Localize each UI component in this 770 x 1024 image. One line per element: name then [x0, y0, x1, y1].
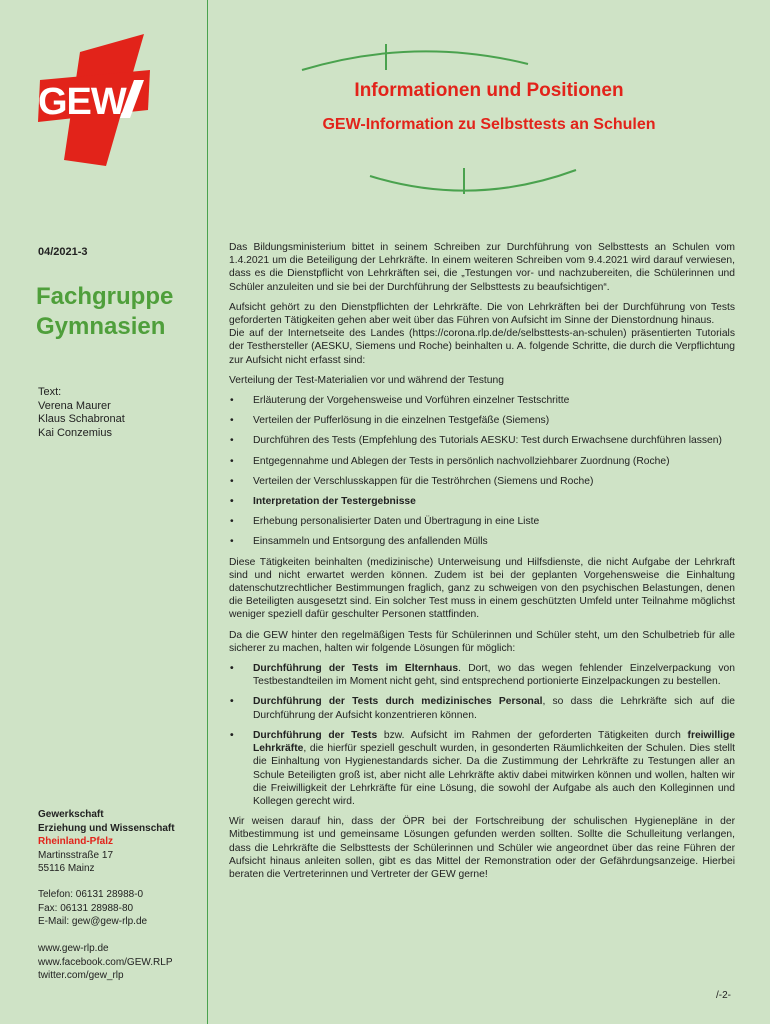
list-item: • Erläuterung der Vorgehensweise und Vorführen einzelner Testschritte	[229, 394, 735, 407]
list-item: • Verteilen der Verschlusskappen für die Teströhrchen (Siemens und Roche)	[229, 475, 735, 488]
steps-list	[229, 394, 735, 549]
website-link[interactable]: www.gew-rlp.de	[38, 943, 109, 954]
authors	[38, 386, 125, 440]
list-item: • Verteilen der Pufferlösung in die einzelnen Testgefäße (Siemens)	[229, 414, 735, 427]
org-line: Gewerkschaft	[38, 809, 104, 820]
solutions-list	[229, 662, 735, 808]
solution-heading: freiwillige Lehrkräfte	[253, 729, 736, 755]
header-arc-top-decoration	[300, 42, 530, 72]
web-links	[38, 942, 173, 983]
distribution-paragraph: Verteilung der Test-Materialien vor und während der Testung	[229, 374, 504, 386]
group-title-line1: Fachgruppe	[36, 283, 174, 310]
solution-heading: Durchführung der Tests im Elternhaus	[253, 663, 459, 675]
page-number: /-2-	[716, 990, 731, 1001]
org-city: 55116 Mainz	[38, 863, 95, 874]
svg-text:GEW: GEW	[38, 81, 126, 123]
contact-info	[38, 888, 147, 929]
main-content	[229, 241, 735, 888]
list-item: • Erhebung personalisierter Daten und Übertragung in eine Liste	[229, 515, 735, 528]
closing-paragraph: Wir weisen darauf hin, dass der ÖPR bei der Fortschreibung der schulischen Hygienepläne in der Mitbestimmung ist und gemeinsame Lösungen gefunden werden sollten. Sollte die Schulleitung verlangen, dass die Lehrkräfte die Selbsttests der Schülerinnen und Schüler wie angeordnet über das reine Führen der Aufsicht hinaus anleiten sollen, gibt es das Mittel der Remonstration oder der Gefährdungsanzeige. Hierbei beraten die Vertreterinnen und Vertreter der GEW gerne!	[229, 816, 735, 880]
supervision-paragraph: Aufsicht gehört zu den Dienstpflichten der Lehrkräfte. Die von Lehrkräften bei der Durchführung von Tests geforderten Tätigkeiten gehen aber weit über das Führen von Aufsicht im Sinne der Dienstordnung hinaus.	[229, 301, 735, 327]
gew-logo	[26, 30, 156, 170]
solution-heading: Durchführung der Tests	[253, 729, 378, 741]
list-item: • Einsammeln und Entsorgung des anfallenden Mülls	[229, 535, 735, 548]
org-street: Martinsstraße 17	[38, 849, 114, 861]
group-title-line2: Gymnasien	[36, 313, 166, 340]
organization-address	[38, 808, 175, 876]
fax: Fax: 06131 28988-80	[38, 902, 134, 914]
email-link[interactable]: E-Mail: gew@gew-rlp.de	[38, 916, 148, 927]
list-item: • Entgegennahme und Ablegen der Tests in persönlich nachvollziehbarer Zuordnung (Roche)	[229, 455, 735, 468]
intro-paragraph: Das Bildungsministerium bittet in seinem Schreiben zur Durchführung von Selbsttests an Schulen vom 1.4.2021 um die Beteiligung der Lehrkräfte. In einem weiteren Schreiben vom 9.4.2021 wird darauf verwiesen, dass es die Dienstpflicht von Lehrkräften sei, die „Testungen vor- und nachzubereiten, die Schülerinnen und Schüler anzuleiten und sie bei der Durchführung der Selbsttests zu beaufsichtigen“.	[229, 242, 735, 293]
solution-heading: Durchführung der Tests durch medizinisches Personal	[253, 696, 543, 708]
org-region: Rheinland-Pfalz	[38, 836, 114, 847]
group-title	[36, 282, 173, 342]
author-name: Kai Conzemius	[38, 426, 112, 439]
phone: Telefon: 06131 28988-0	[38, 889, 144, 900]
authors-label: Text:	[38, 386, 62, 398]
facebook-link[interactable]: www.facebook.com/GEW.RLP	[38, 956, 173, 968]
gew-logo-icon	[26, 30, 156, 170]
solution-text: . Dort, wo das wegen fehlender Einzelverpackung von Testbestandteilen im Moment nicht geht, sind entsprechend portionierte Einzelpackungen zu bestellen.	[253, 663, 736, 688]
org-line: Erziehung und Wissenschaft	[38, 822, 175, 834]
list-item: • Durchführen des Tests (Empfehlung des Tutorials AESKU: Test durch Erwachsene durchführen lassen)	[229, 434, 735, 447]
list-item: • Interpretation der Testergebnisse	[229, 495, 735, 508]
solution-text: bzw. Aufsicht im Rahmen der geforderten Tätigkeiten durch	[377, 729, 688, 741]
solution-text: , so dass die Lehrkräfte sich auf die Durchführung der Aufsicht konzentrieren können.	[253, 696, 735, 721]
solution-item	[229, 695, 735, 721]
column-divider	[207, 0, 208, 1024]
solution-item	[229, 662, 735, 688]
solution-item	[229, 729, 735, 808]
twitter-link[interactable]: twitter.com/gew_rlp	[38, 970, 124, 981]
tutorials-paragraph: Die auf der Internetseite des Landes (https://corona.rlp.de/de/selbsttests-an-schulen) präsentierten Tutorials der Testhersteller (AESKU, Siemens und Roche) beinhalten u. A. folgende Schritte, die durch die Verpflichtung zur Aufsicht nicht erfasst sind:	[229, 328, 735, 366]
author-name: Verena Maurer	[38, 399, 111, 412]
issue-number: 04/2021-3	[38, 246, 88, 258]
assessment-paragraph: Diese Tätigkeiten beinhalten (medizinische) Unterweisung und Hilfsdienste, die nicht Aufgabe der Lehrkraft sind und nicht erwartet werden können. Zudem ist bei der geplanten Vorgehensweise die Einhaltung datenschutzrechtlicher Bestimmungen fraglich, ganz zu schweigen von den psychischen Belastungen, denen die Beteiligten ausgesetzt sind. Ein solcher Test muss in einem geschützten Umfeld unter Teilnahme möglichst weniger speziell dafür geschulter Personen stattfinden.	[229, 556, 735, 621]
author-name: Klaus Schabronat	[38, 413, 125, 426]
solutions-intro: Da die GEW hinter den regelmäßigen Tests für Schülerinnen und Schüler steht, um den Schulbetrieb für alle sicherer zu machen, halten wir folgende Lösungen für möglich:	[229, 629, 735, 654]
header-arc-bottom-decoration	[368, 166, 578, 196]
solution-text: , die hierfür speziell geschult wurden, in gesonderten Räumlichkeiten der Schulen. Dies stellt die Einhaltung von Hygienestandards sicher. Da die Zustimmung der Lehrkräfte zu Testungen aller an Schule Beteiligten groß ist, aber nicht alle Lehrkräfte aktiv dabei mitwirken können und wollen, halten wir die Freiwilligkeit der Lehrkräfte für eine Lösung, die sowohl der Aufgabe als auch den Kolleginnen und Kollegen gerecht wird.	[253, 743, 735, 807]
page-subtitle: GEW-Information zu Selbsttests an Schulen	[322, 116, 656, 133]
page-title: Informationen und Positionen	[354, 80, 624, 101]
